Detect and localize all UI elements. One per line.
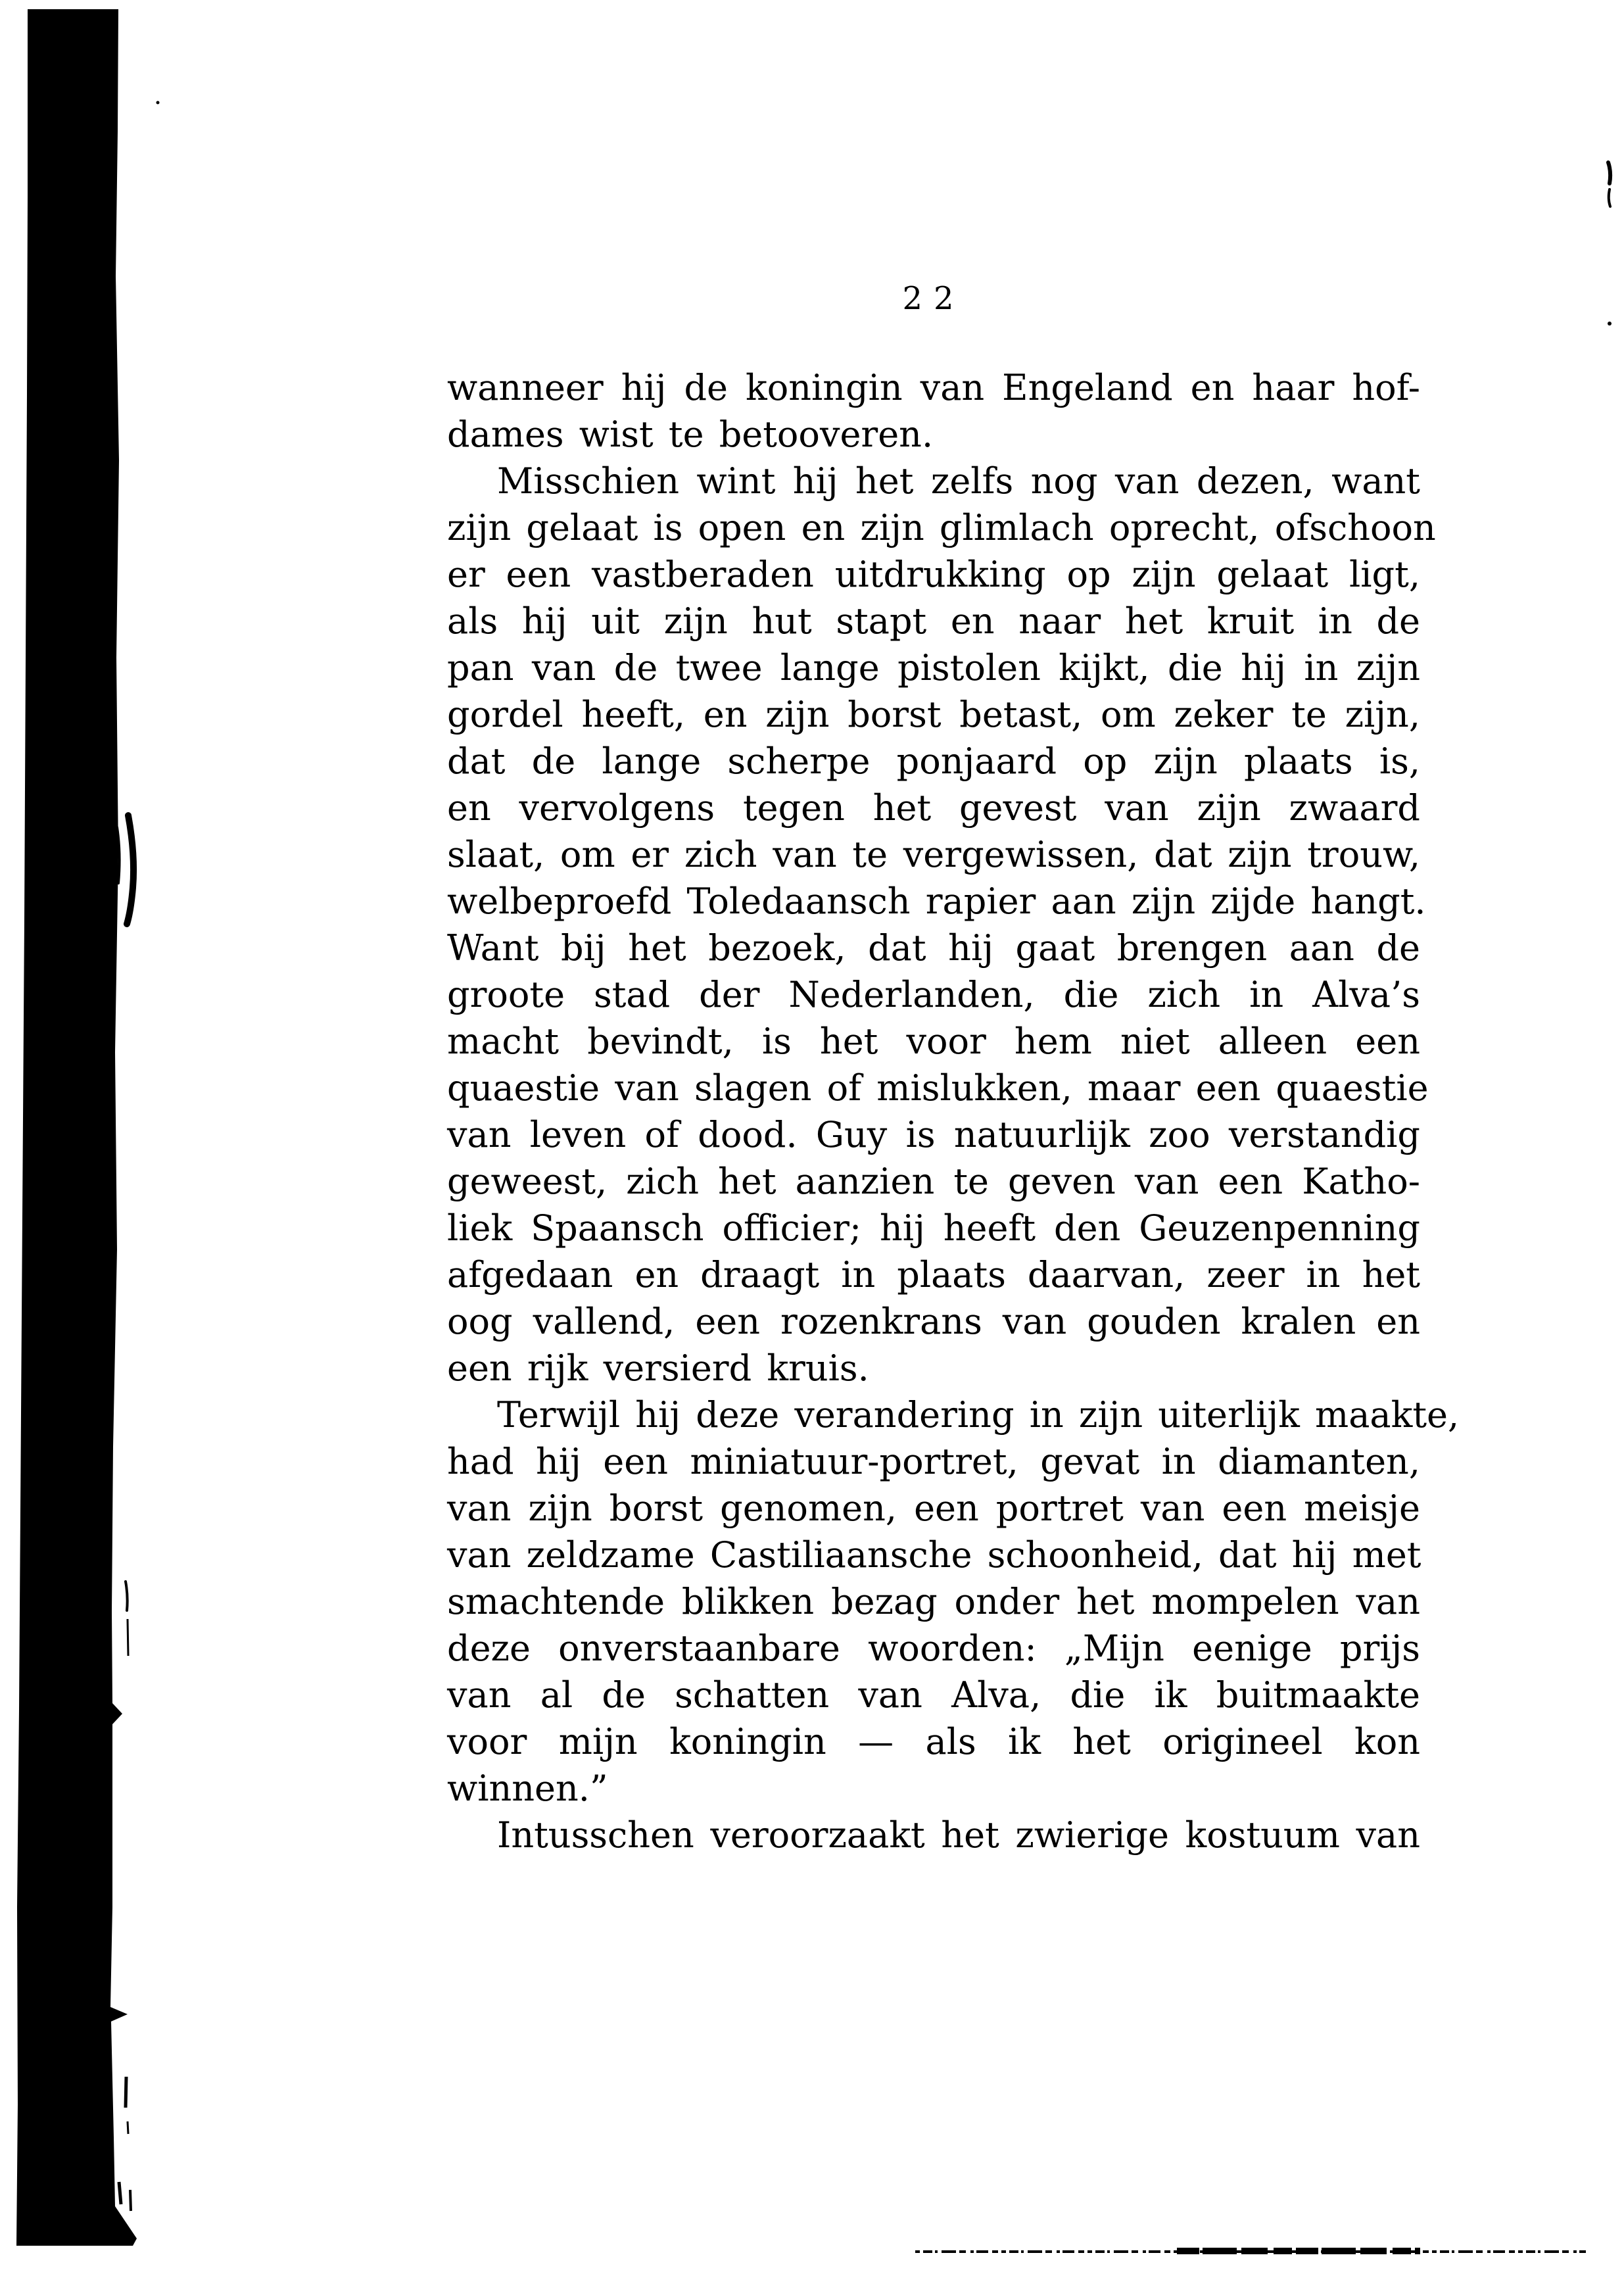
margin-dash-artifact	[119, 2182, 121, 2204]
text-line: pan van de twee lange pistolen kijkt, die hij in zijn	[447, 647, 1420, 689]
margin-streak-artifact	[127, 815, 133, 924]
text-line: geweest, zich het aanzien te geven van een Katho-	[447, 1161, 1420, 1202]
text-line: Intusschen veroorzaakt het zwierige kostuum van	[497, 1814, 1420, 1856]
text-line: welbeproefd Toledaansch rapier aan zijn zijde hangt.	[447, 881, 1426, 922]
scan-gutter-bar	[16, 9, 137, 2246]
text-line: dames wist te betooveren.	[447, 414, 934, 455]
text-line: van zeldzame Castiliaansche schoonheid, dat hij met	[447, 1534, 1421, 1576]
text-line: deze onverstaanbare woorden: „Mijn eenige prijs	[447, 1628, 1420, 1669]
text-line: dat de lange scherpe ponjaard op zijn plaats is,	[447, 740, 1420, 782]
text-line: en vervolgens tegen het gevest van zijn zwaard	[447, 787, 1420, 829]
text-line: quaestie van slagen of mislukken, maar een quaestie	[447, 1067, 1429, 1109]
text-line: groote stad der Nederlanden, die zich in Alva’s	[447, 974, 1420, 1015]
text-line: liek Spaansch officier; hij heeft den Geuzenpenning	[447, 1207, 1420, 1249]
text-line: van al de schatten van Alva, die ik buitmaakte	[447, 1674, 1420, 1716]
text-line: er een vastberaden uitdrukking op zijn gelaat ligt,	[447, 554, 1420, 595]
text-line: wanneer hij de koningin van Engeland en haar hof-	[447, 367, 1420, 408]
right-margin-speck	[1608, 322, 1612, 326]
text-line: winnen.”	[447, 1768, 608, 1809]
text-line: had hij een miniatuur-portret, gevat in diamanten,	[447, 1441, 1420, 1482]
text-line: slaat, om er zich van te vergewissen, dat zijn trouw,	[447, 834, 1420, 875]
text-line: Terwijl hij deze verandering in zijn uiterlijk maakte,	[497, 1394, 1460, 1436]
right-margin-mark	[1609, 189, 1610, 206]
text-line: zijn gelaat is open en zijn glimlach oprecht, ofschoon	[447, 507, 1436, 548]
page-speck	[156, 101, 160, 105]
page-number: 22	[902, 280, 965, 317]
text-line: gordel heeft, en zijn borst betast, om zeker te zijn,	[447, 694, 1420, 735]
text-line: van zijn borst genomen, een portret van een meisje	[447, 1488, 1420, 1529]
text-line: Misschien wint hij het zelfs nog van dezen, want	[497, 460, 1420, 502]
text-line: voor mijn koningin — als ik het origineel kon	[447, 1721, 1420, 1762]
text-line: van leven of dood. Guy is natuurlijk zoo verstandig	[447, 1114, 1420, 1155]
right-margin-mark	[1608, 162, 1610, 183]
text-line: als hij uit zijn hut stapt en naar het kruit in de	[447, 600, 1420, 642]
margin-dash-artifact	[126, 1582, 128, 1610]
margin-dash-artifact	[130, 2190, 131, 2211]
text-line: smachtende blikken bezag onder het mompelen van	[447, 1581, 1420, 1622]
text-line: een rijk versierd kruis.	[447, 1347, 869, 1389]
text-line: oog vallend, een rozenkrans van gouden kralen en	[447, 1301, 1420, 1342]
page-text	[447, 364, 1460, 1858]
text-line: macht bevindt, is het voor hem niet alleen een	[447, 1021, 1420, 1062]
text-line: Want bij het bezoek, dat hij gaat brengen aan de	[447, 927, 1420, 969]
text-line: afgedaan en draagt in plaats daarvan, zeer in het	[447, 1254, 1420, 1295]
